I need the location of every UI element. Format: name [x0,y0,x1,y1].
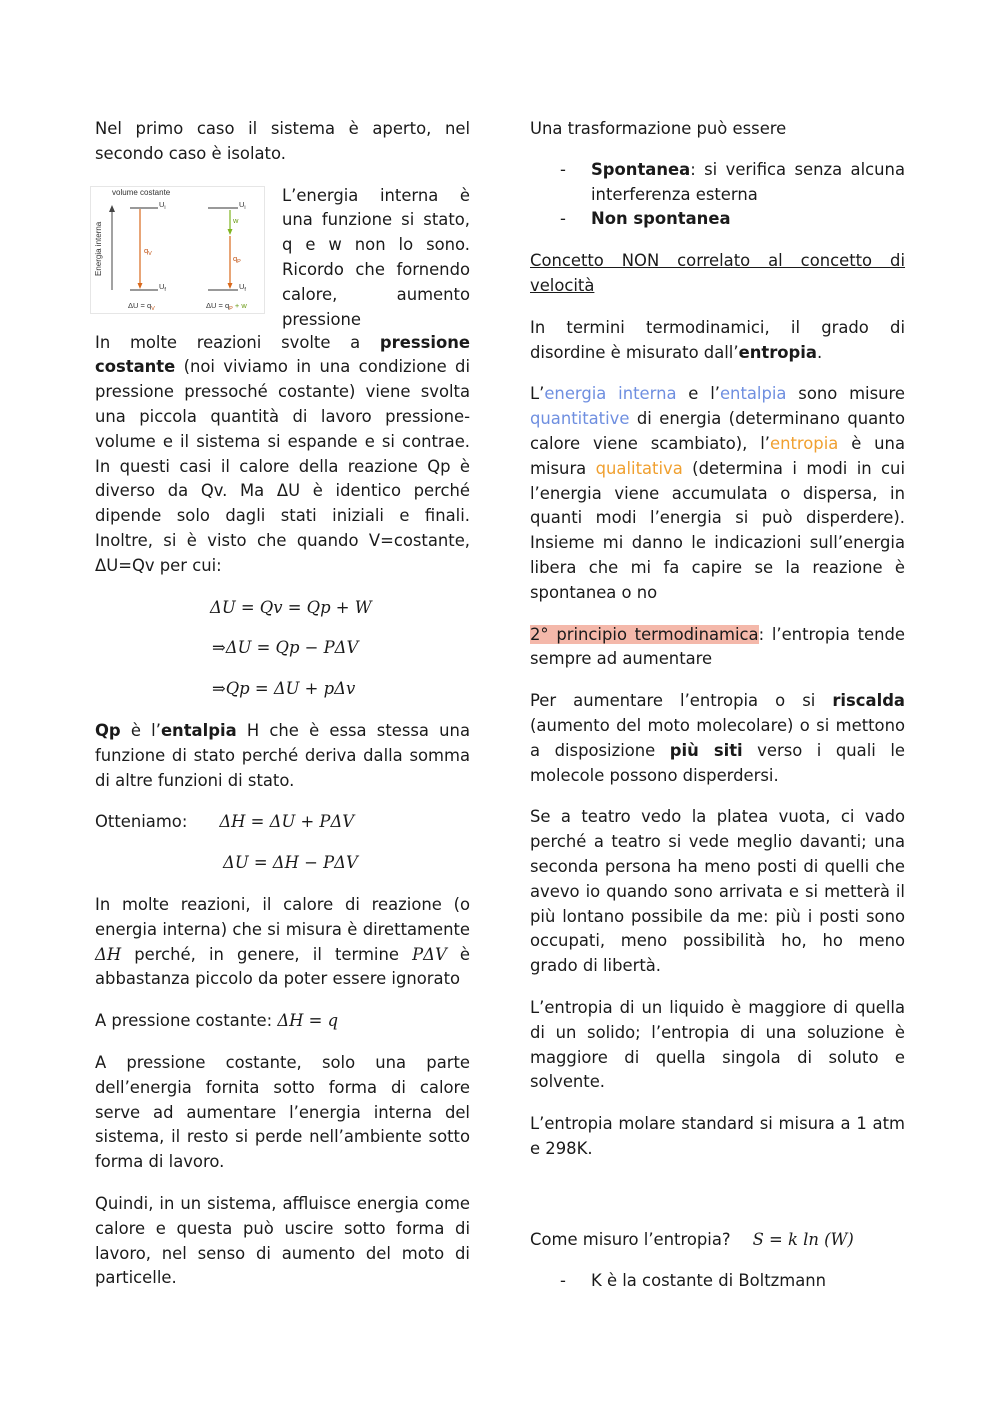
paragraph: L’energia interna è una funzione si stato, q e w non lo sono. Ricordo che fornendo calore, aumento pressione [282,185,470,329]
w-label: w [233,215,239,225]
right-column [530,117,905,1311]
equation-row: Come misuro l’entropia? S = k ln (W) [530,1229,854,1249]
eq-p-label: $\Delta U = q_P + w$ [206,300,247,312]
paragraph: L’energia interna e l’entalpia sono misure quantitative di energia (determinano quanto calore viene scambiato), l’entropia è una misura qualitativa (determina i modi in cui l’energia viene accumulata o dispersa, in quanti modi l’energia si può disperdere). Insieme mi danno le indicazioni sull’energia libera che mi fa capire se la reazione è spontanea o no [530,384,905,602]
paragraph: In molte reazioni svolte a pressione costante (noi viviamo in una condizione di pressione pressoché costante) viene svolta una piccola quantità di lavoro pressione-volume e il sistema si espande e si contrae. In questi casi il calore della reazione Qp è diverso da Qv. Ma ΔU è identico perché dipende solo dagli stati iniziali e finali. Inoltre, si è visto che quando V=costante, ΔU=Qv per cui: [95,332,470,575]
list [530,158,905,232]
paragraph: Se a teatro vedo la platea vuota, ci vado perché a teatro si vede meglio davanti; una seconda persona ha meno posti di quelli che avevo io quando sono arrivata e si metterà il più lontano possibile da me: più i posti sono occupati, meno possibilità ho, ho meno grado di libertà. [530,807,905,976]
paragraph: Per aumentare l’entropia o si riscalda (aumento del moto molecolare) o si mettono a disposizione più siti verso i quali le molecole possono disperdersi. [530,691,905,785]
uf-label: $U_f$ [159,281,166,293]
equation: S = k ln (W) [752,1229,854,1249]
paragraph: In molte reazioni, il calore di reazione (o energia interna) che si misura è direttamente ΔH perché, in genere, il termine PΔV è abbastanza piccolo da poter essere ignorato [95,894,470,989]
ui2-label: $U_i$ [239,199,246,211]
y-axis-label: Energia interna [94,221,103,276]
paragraph: Una trasformazione può essere [530,119,787,138]
equation: ΔH = ΔU + PΔV [219,812,355,832]
paragraph: Quindi, in un sistema, affluisce energia come calore e questa può uscire sotto forma di lavoro, nel senso di aumento del moto di particelle. [95,1193,470,1288]
left-column [95,117,470,1308]
eq-v-label: $\Delta U = q_V$ [128,300,155,312]
list [530,1269,905,1294]
list-item: - K è la costante di Boltzmann [530,1269,905,1294]
paragraph: Nel primo caso il sistema è aperto, nel secondo caso è isolato. [95,119,470,163]
equation: ΔU = Qv = Qp + W [210,597,372,617]
equation: ΔU = ΔH − PΔV [223,853,358,873]
paragraph: L’entropia di un liquido è maggiore di quella di un solido; l’entropia di una soluzione è maggiore di quella singola di soluto e solvente. [530,997,905,1092]
highlighted-text: 2° principio termodinamica [530,624,759,644]
paragraph: A pressione costante: ΔH = q [95,1011,339,1031]
otteniamo-label: Otteniamo: [95,812,188,832]
paragraph: Concetto NON correlato al concetto di velocità [530,251,905,295]
list-item: - Non spontanea [530,207,905,232]
paragraph: L’entropia molare standard si misura a 1 atm e 298K. [530,1114,905,1158]
equation: ⇒ΔU = Qp − PΔV [212,638,359,658]
ui-label: $U_i$ [159,199,166,211]
qv-label: $q_V$ [144,245,152,257]
figure-caption-text [282,184,470,333]
equation-row [95,810,470,835]
paragraph: In termini termodinamici, il grado di disordine è misurato dall’entropia. [530,317,905,362]
qp-label: $q_P$ [233,253,241,265]
list-item: - Spontanea: si verifica senza alcuna interferenza esterna [530,158,905,208]
paragraph: Qp è l’entalpia H che è essa stessa una funzione di stato perché deriva dalla somma di altre funzioni di stato. [95,720,470,790]
paragraph: A pressione costante, solo una parte dell’energia fornita sotto forma di calore serve ad aumentare l’energia interna del sistema, il resto si perde nell’ambiente sotto forma di lavoro. [95,1052,470,1172]
uf2-label: $U_f$ [239,281,246,293]
equation: ⇒Qp = ΔU + pΔv [212,679,356,699]
figure-title: volume costante [112,187,171,197]
paragraph: 2° principio termodinamica: l’entropia tende sempre ad aumentare [530,624,906,669]
figure-row [94,184,470,329]
spacer [530,1179,905,1228]
internal-energy-diagram [90,186,265,314]
